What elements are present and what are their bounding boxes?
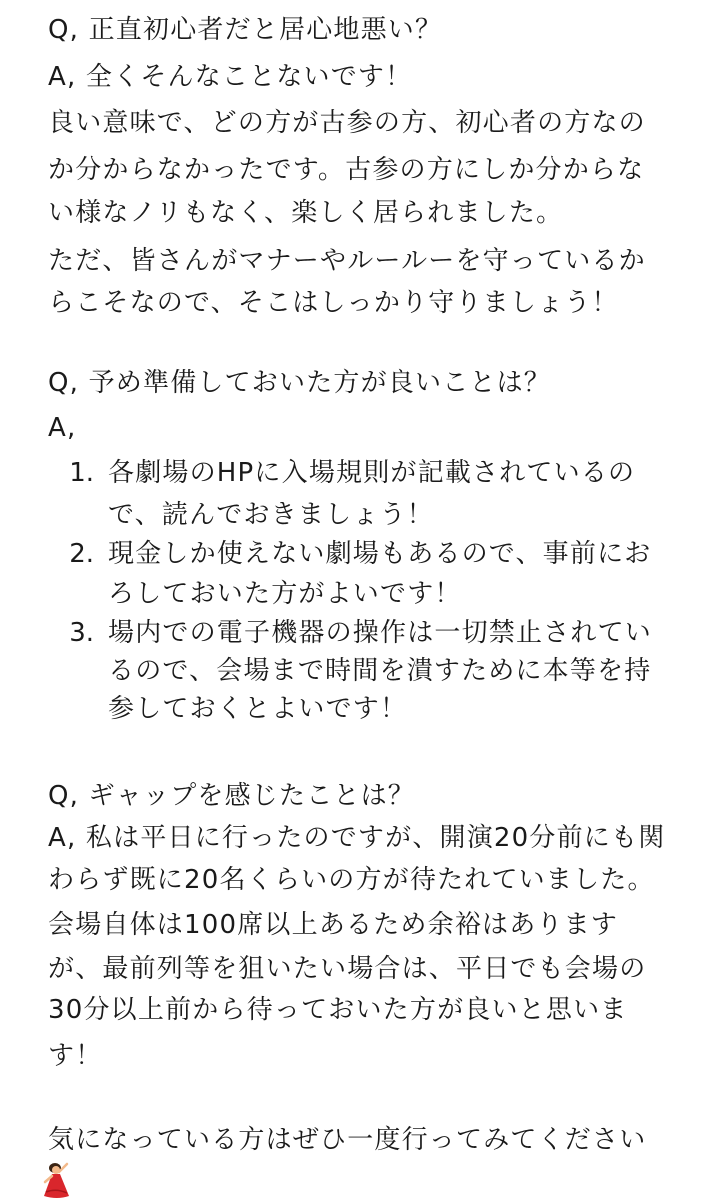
- answer-1-line-1: A, 全くそんなことないです！: [48, 62, 413, 92]
- answer-1-line-5: ただ、皆さんがマナーやルールーを守っているか: [48, 246, 646, 276]
- list-item-1-number: 1.: [69, 458, 94, 488]
- question-2: Q, 予め準備しておいた方が良いことは？: [48, 368, 551, 398]
- answer-3-line-5: 30分以上前から待っておいた方が良いと思いま: [48, 995, 628, 1025]
- answer-3-line-6: す！: [48, 1041, 103, 1071]
- question-1: Q, 正直初心者だと居心地悪い？: [48, 15, 443, 45]
- list-item-3-line-1: 場内での電子機器の操作は一切禁止されてい: [108, 618, 653, 648]
- list-item-3-line-2: るので、会場まで時間を潰すために本等を持: [108, 656, 652, 686]
- answer-1-line-4: い様なノリもなく、楽しく居られました。: [48, 198, 564, 228]
- dancer-emoji-icon: [40, 1162, 74, 1200]
- answer-3-line-1: A, 私は平日に行ったのですが、開演20分前にも関: [48, 823, 666, 853]
- question-3: Q, ギャップを感じたことは？: [48, 781, 415, 811]
- answer-1-line-6: らこそなので、そこはしっかり守りましょう！: [48, 288, 619, 318]
- list-item-2-line-1: 現金しか使えない劇場もあるので、事前にお: [108, 539, 652, 569]
- answer-3-line-4: が、最前列等を狙いたい場合は、平日でも会場の: [48, 954, 647, 984]
- list-item-1-line-1: 各劇場のHPに入場規則が記載されているの: [108, 458, 636, 488]
- answer-1-line-3: か分からなかったです。古参の方にしか分からな: [48, 155, 645, 185]
- answer-2-prefix: A,: [48, 413, 77, 443]
- list-item-2-number: 2.: [69, 539, 94, 569]
- closing-text: 気になっている方はぜひ一度行ってみてください: [48, 1125, 647, 1155]
- answer-1-line-2: 良い意味で、どの方が古参の方、初心者の方なの: [48, 108, 646, 138]
- answer-3-line-2: わらず既に20名くらいの方が待たれていました。: [48, 865, 655, 895]
- answer-3-line-3: 会場自体は100席以上あるため余裕はあります: [48, 910, 619, 940]
- list-item-2-line-2: ろしておいた方がよいです！: [108, 579, 462, 609]
- list-item-3-number: 3.: [69, 618, 94, 648]
- list-item-3-line-3: 参しておくとよいです！: [108, 694, 408, 724]
- list-item-1-line-2: で、読んでおきましょう！: [108, 500, 434, 530]
